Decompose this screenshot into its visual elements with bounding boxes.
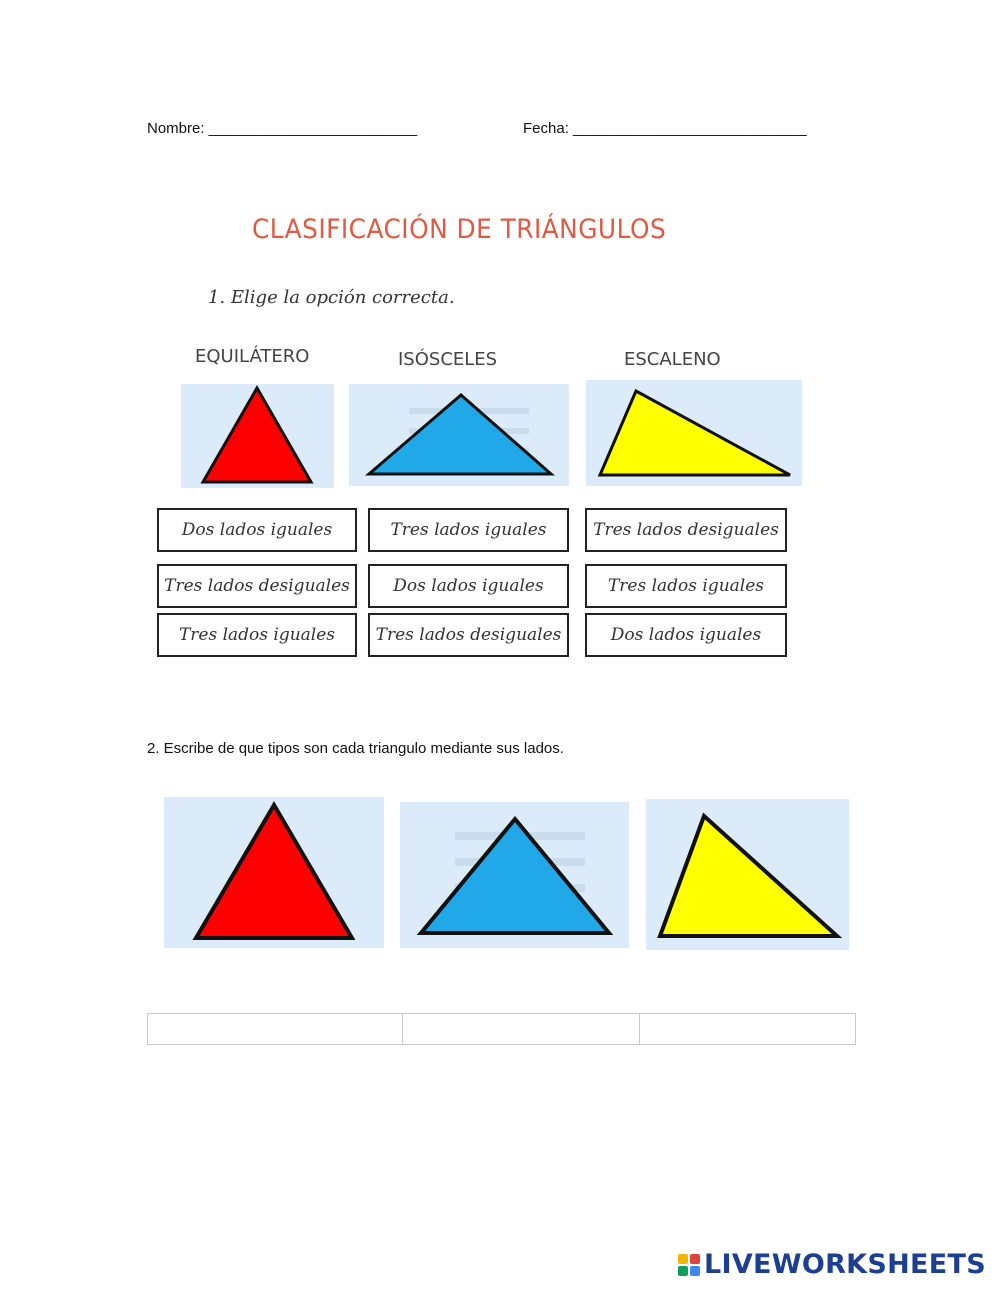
date-field-label: Fecha: ____________________________ [523, 120, 807, 137]
answer-table [147, 1013, 856, 1045]
answer-input-3[interactable] [640, 1014, 855, 1044]
name-field-label: Nombre: _________________________ [147, 120, 418, 137]
answer-cell-3 [640, 1014, 856, 1045]
option-isosceles-3[interactable]: Tres lados desiguales [368, 613, 569, 657]
isosceles-triangle-image [349, 384, 569, 486]
q2-scalene-triangle-shape [646, 799, 849, 950]
option-equilateral-2[interactable]: Tres lados desiguales [157, 564, 357, 608]
option-isosceles-2[interactable]: Dos lados iguales [368, 564, 569, 608]
question-1-prompt: 1. Elige la opción correcta. [208, 287, 455, 308]
scalene-triangle-shape [586, 380, 802, 486]
q2-isosceles-triangle-image [400, 802, 629, 948]
option-scalene-1[interactable]: Tres lados desiguales [585, 508, 787, 552]
answer-input-1[interactable] [148, 1014, 402, 1044]
option-equilateral-3[interactable]: Tres lados iguales [157, 613, 357, 657]
equilateral-triangle-shape [181, 384, 334, 488]
answer-input-2[interactable] [403, 1014, 639, 1044]
q2-scalene-triangle-image [646, 799, 849, 950]
option-equilateral-1[interactable]: Dos lados iguales [157, 508, 357, 552]
logo-text: LIVEWORKSHEETS [703, 1249, 986, 1280]
option-scalene-3[interactable]: Dos lados iguales [585, 613, 787, 657]
triangle-name-isosceles: ISÓSCELES [398, 349, 498, 370]
answer-row [148, 1014, 856, 1045]
answer-cell-1 [148, 1014, 403, 1045]
triangle-name-scalene: ESCALENO [624, 349, 721, 370]
triangle-name-equilateral: EQUILÁTERO [195, 346, 310, 367]
logo-blocks-icon [678, 1254, 700, 1276]
isosceles-triangle-shape [349, 384, 569, 486]
q2-equilateral-triangle-shape [164, 797, 384, 948]
q2-isosceles-triangle-shape [400, 802, 629, 948]
option-scalene-2[interactable]: Tres lados iguales [585, 564, 787, 608]
answer-cell-2 [403, 1014, 640, 1045]
option-isosceles-1[interactable]: Tres lados iguales [368, 508, 569, 552]
equilateral-triangle-image [181, 384, 334, 488]
worksheet-title: CLASIFICACIÓN DE TRIÁNGULOS [252, 214, 667, 245]
q2-equilateral-triangle-image [164, 797, 384, 948]
scalene-triangle-image [586, 380, 802, 486]
liveworksheets-logo [678, 1249, 986, 1280]
question-2-prompt: 2. Escribe de que tipos son cada triangulo mediante sus lados. [147, 740, 564, 757]
